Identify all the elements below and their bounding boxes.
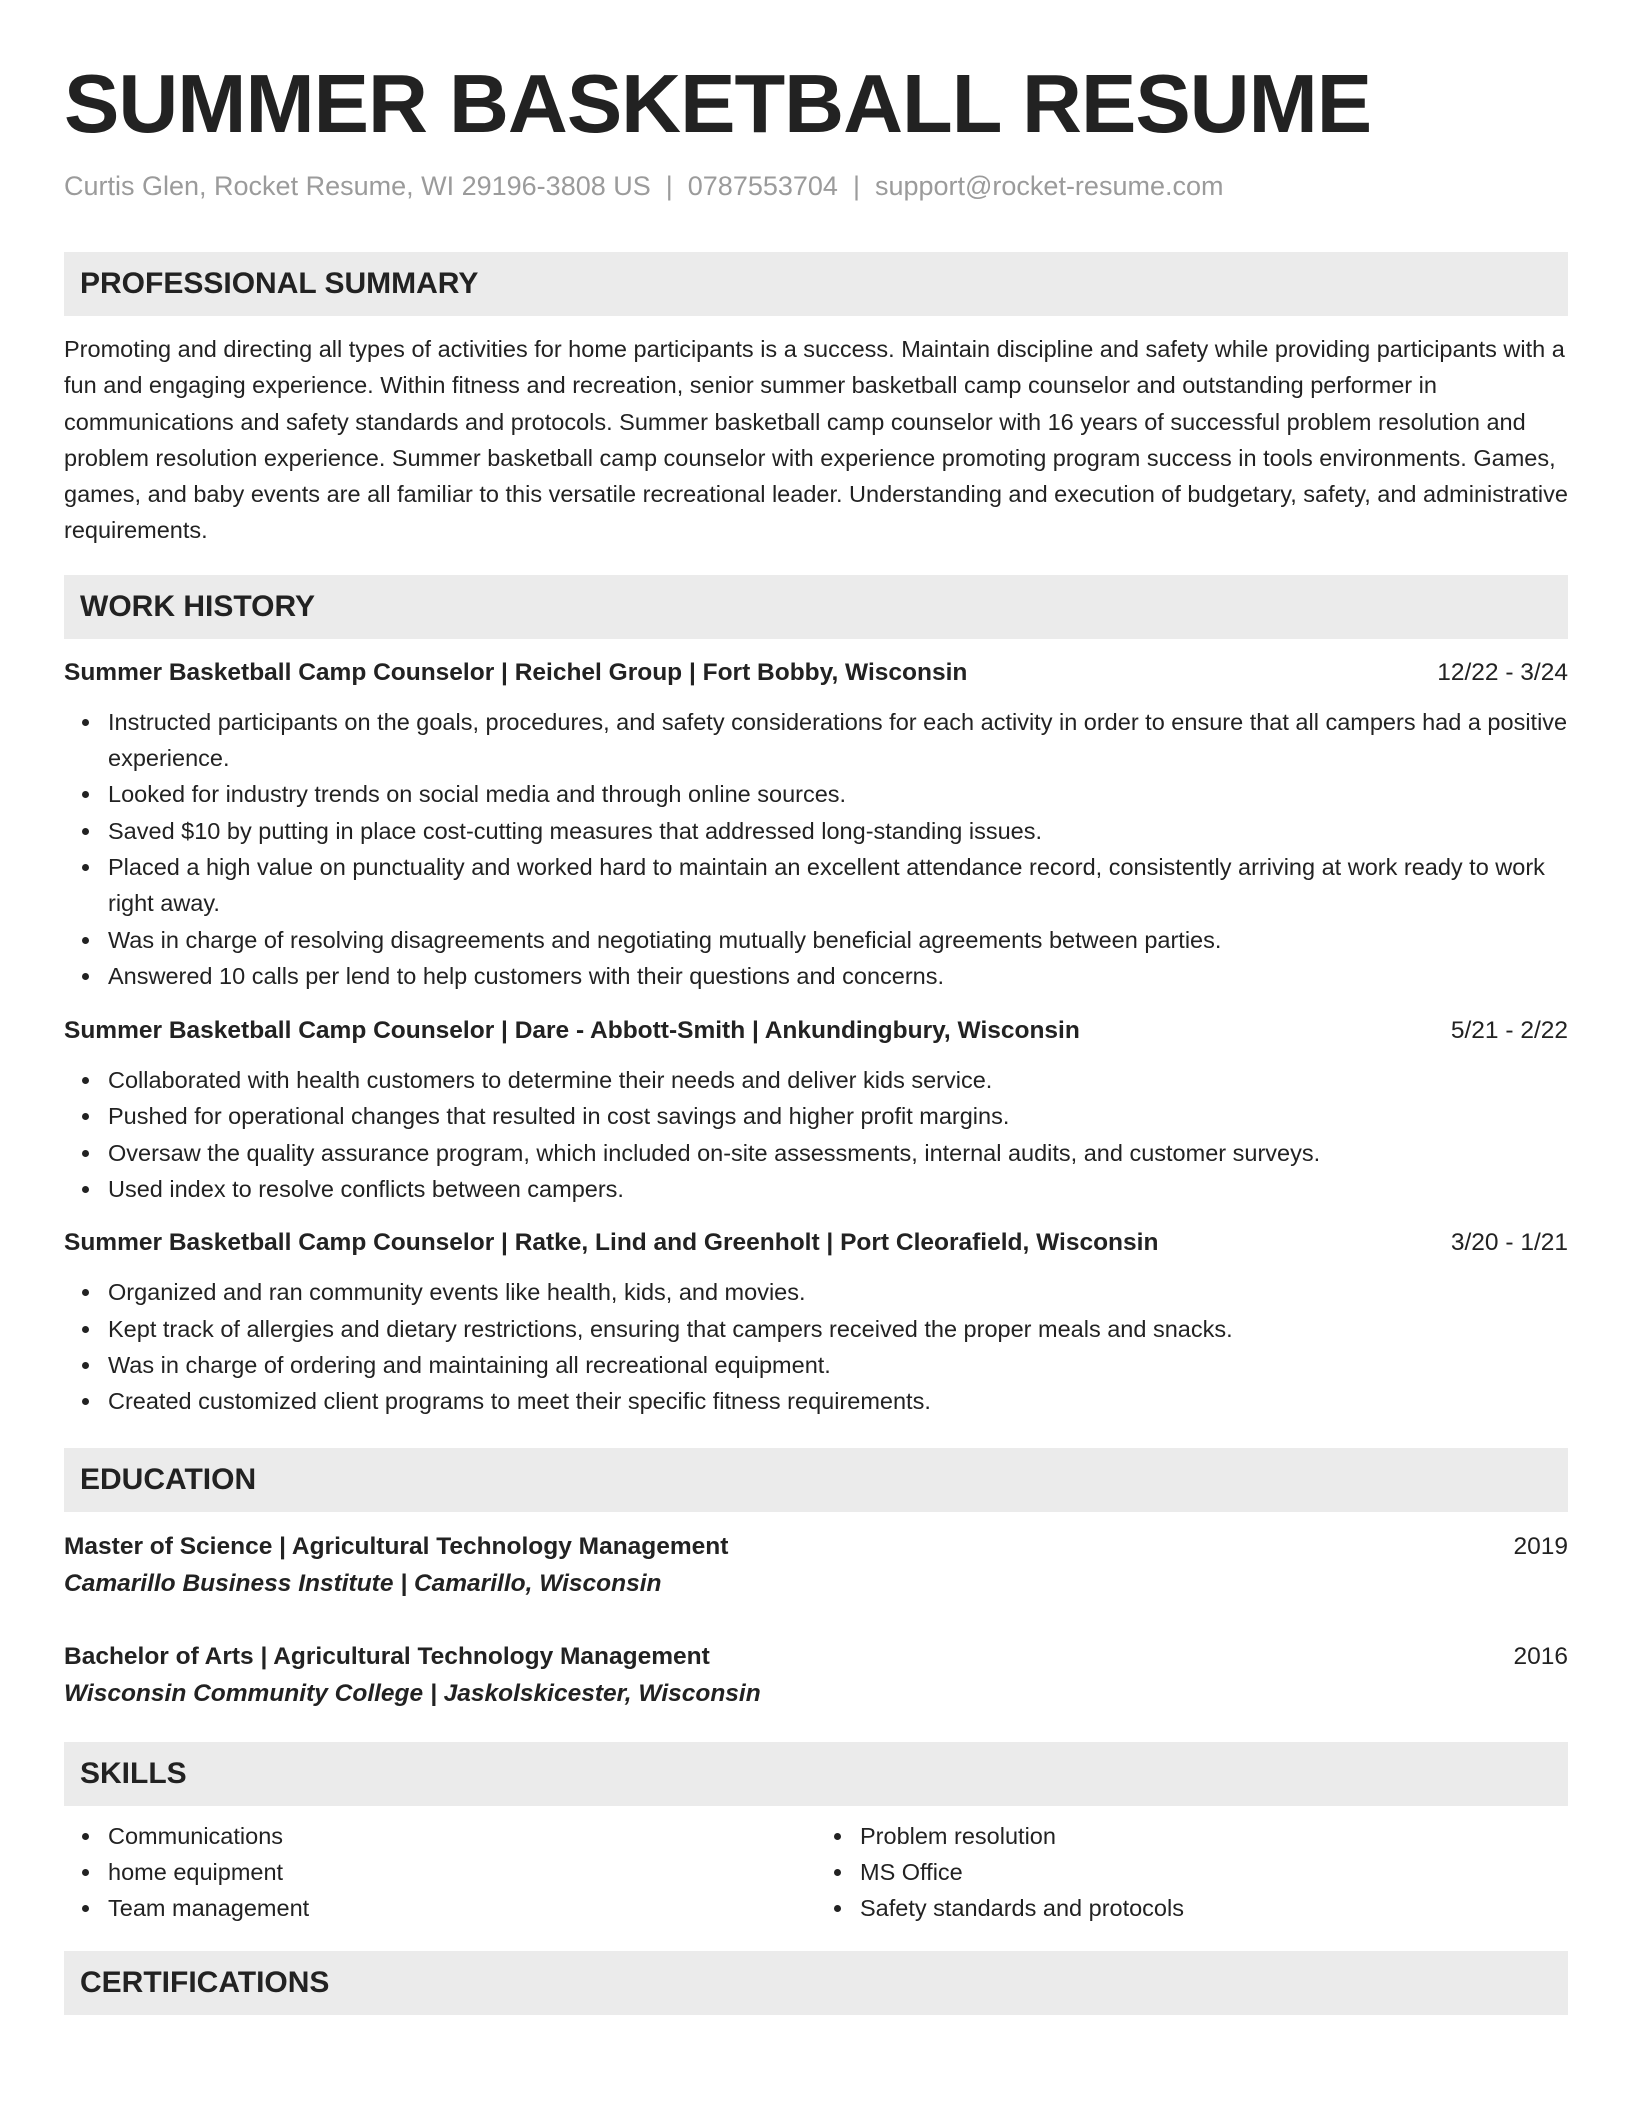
job-bullets (64, 1062, 1568, 1207)
section-heading-certifications: CERTIFICATIONS (64, 1951, 1568, 2015)
job-header (64, 1225, 1568, 1261)
summary-text: Promoting and directing all types of activities for home participants is a success. Maintain discipline and safety while providing participants with a fun and engaging experience. Within fitness and recreation, senior summer basketball camp counselor and outstanding performer in communications and safety standards and protocols. Summer basketball camp counselor with 16 years of successful problem resolution and problem resolution experience. Summer basketball camp counselor with experience promoting program success in tools environments. Games, games, and baby events are all familiar to this versatile recreational leader. Understanding and execution of budgetary, safety, and administrative requirements. (64, 336, 1568, 544)
contact-line (64, 168, 1568, 204)
education-header (64, 1638, 1568, 1675)
section-heading-work-history: WORK HISTORY (64, 575, 1568, 639)
job-title: Summer Basketball Camp Counselor | Reichel Group | Fort Bobby, Wisconsin (64, 658, 968, 686)
job-entry (64, 655, 1568, 994)
education-institution: Wisconsin Community College | Jaskolskicester, Wisconsin (64, 1679, 761, 1707)
job-bullet: Was in charge of ordering and maintaining all recreational equipment. (108, 1347, 1568, 1383)
skills-column-right (816, 1818, 1568, 1927)
job-bullet: Answered 10 calls per lend to help customers with their questions and concerns. (108, 958, 1568, 994)
job-title: Summer Basketball Camp Counselor | Dare - Abbott-Smith | Ankundingbury, Wisconsin (64, 1017, 1080, 1045)
job-bullet: Organized and ran community events like health, kids, and movies. (108, 1274, 1568, 1310)
job-bullets (64, 1274, 1568, 1419)
skills-column-left (64, 1818, 816, 1927)
job-dates: 12/22 - 3/24 (1437, 658, 1568, 686)
job-header (64, 655, 1568, 691)
skill-item: Problem resolution (860, 1818, 1568, 1854)
job-bullet: Kept track of allergies and dietary restrictions, ensuring that campers received the proper meals and snacks. (108, 1311, 1568, 1347)
education-degree: Bachelor of Arts | Agricultural Technology Management (64, 1642, 710, 1670)
job-bullet: Used index to resolve conflicts between campers. (108, 1171, 1568, 1207)
contact-address: Curtis Glen, Rocket Resume, WI 29196-3808 US (64, 171, 651, 201)
skill-item: MS Office (860, 1854, 1568, 1890)
contact-email: support@rocket-resume.com (874, 171, 1224, 201)
job-dates: 5/21 - 2/22 (1450, 1017, 1568, 1045)
contact-separator: | (665, 171, 673, 201)
skill-item: Safety standards and protocols (860, 1890, 1568, 1926)
job-title: Summer Basketball Camp Counselor | Ratke, Lind and Greenholt | Port Cleorafield, Wisconsin (64, 1229, 1159, 1257)
contact-separator: | (852, 171, 860, 201)
job-bullet: Created customized client programs to meet their specific fitness requirements. (108, 1383, 1568, 1419)
job-header (64, 1013, 1568, 1049)
job-dates: 3/20 - 1/21 (1450, 1229, 1568, 1257)
job-bullet: Oversaw the quality assurance program, which included on-site assessments, internal audits, and customer surveys. (108, 1135, 1568, 1171)
skill-item: Team management (108, 1890, 816, 1926)
skill-item: Communications (108, 1818, 816, 1854)
section-heading-skills: SKILLS (64, 1742, 1568, 1806)
education-year: 2016 (1513, 1642, 1568, 1670)
education-entry (64, 1528, 1568, 1602)
section-heading-education: EDUCATION (64, 1448, 1568, 1512)
job-bullet: Placed a high value on punctuality and worked hard to maintain an excellent attendance record, consistently arriving at work ready to work right away. (108, 849, 1568, 922)
resume-title: SUMMER BASKETBALL RESUME (64, 57, 1372, 150)
education-degree: Master of Science | Agricultural Technology Management (64, 1532, 729, 1560)
education-entry (64, 1638, 1568, 1712)
education-header (64, 1528, 1568, 1565)
job-bullet: Collaborated with health customers to determine their needs and deliver kids service. (108, 1062, 1568, 1098)
job-entry (64, 1225, 1568, 1419)
job-bullet: Instructed participants on the goals, procedures, and safety considerations for each activity in order to ensure that all campers had a positive experience. (108, 704, 1568, 777)
job-bullet: Was in charge of resolving disagreements and negotiating mutually beneficial agreements between parties. (108, 922, 1568, 958)
skills-list (64, 1806, 1568, 1927)
resume-page (64, 0, 1568, 2015)
education-institution: Camarillo Business Institute | Camarillo, Wisconsin (64, 1569, 662, 1597)
skill-item: home equipment (108, 1854, 816, 1890)
contact-phone: 0787553704 (687, 171, 838, 201)
job-bullet: Looked for industry trends on social media and through online sources. (108, 776, 1568, 812)
job-bullets (64, 704, 1568, 994)
job-bullet: Saved $10 by putting in place cost-cutting measures that addressed long-standing issues. (108, 813, 1568, 849)
section-heading-summary: PROFESSIONAL SUMMARY (64, 252, 1568, 316)
job-entry (64, 1013, 1568, 1207)
job-bullet: Pushed for operational changes that resulted in cost savings and higher profit margins. (108, 1098, 1568, 1134)
education-year: 2019 (1513, 1532, 1568, 1560)
